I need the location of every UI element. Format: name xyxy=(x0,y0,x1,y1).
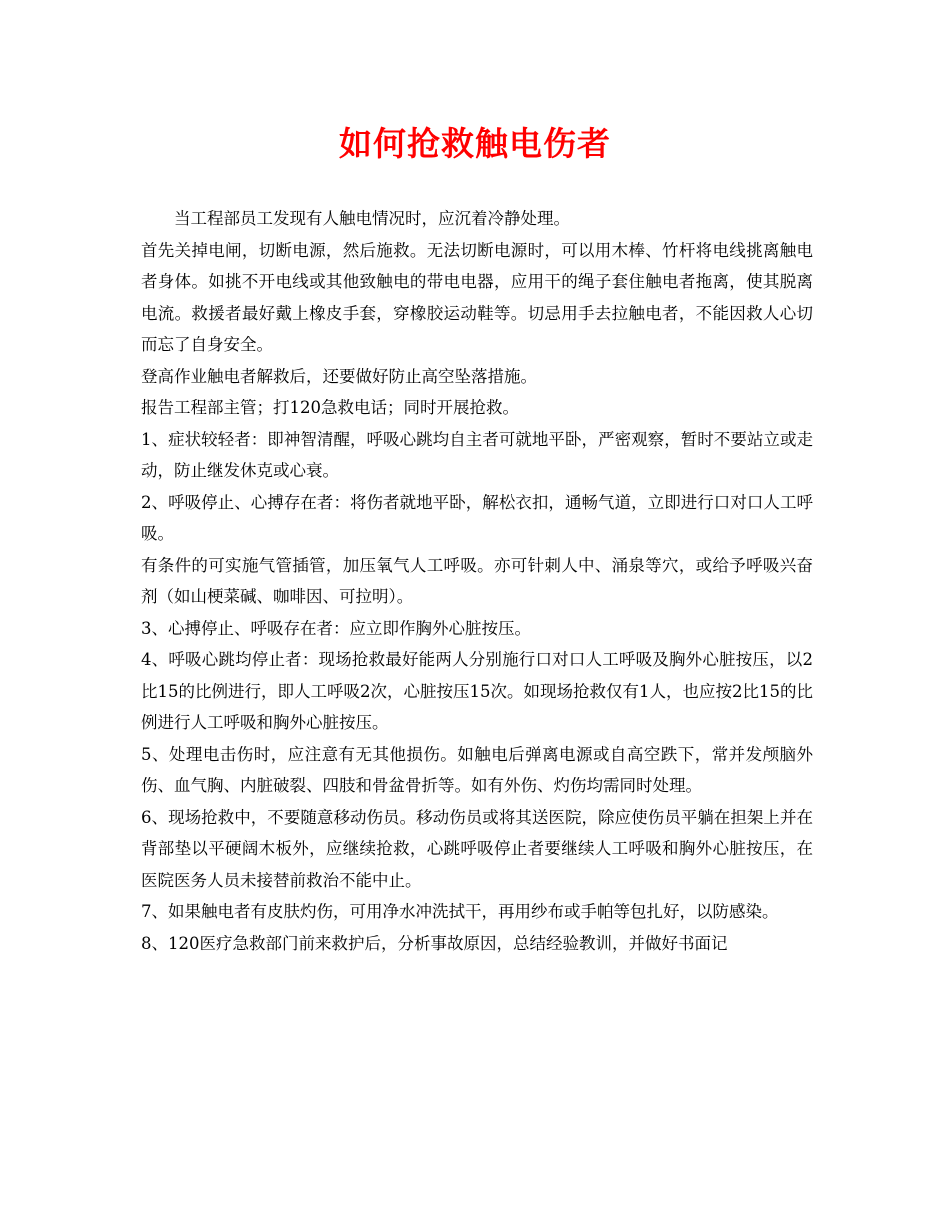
list-item: 3、心搏停止、呼吸存在者：应立即作胸外心脏按压。 xyxy=(141,618,531,638)
list-item: 7、如果触电者有皮肤灼伤，可用净水冲洗拭干，再用纱布或手帕等包扎好，以防感染。 xyxy=(141,902,779,921)
list-item: 6、现场抢救中，不要随意移动伤员。移动伤员或将其送医院，除应使伤员平躺在担架上并在背部垫以平硬阔木板外，应继续抢救，心跳呼吸停止者要继续人工呼吸和胸外心脏按压，在医院医务人员未接替前救治不能中止。 xyxy=(141,807,813,890)
paragraph: 报告工程部主管；打120急救电话；同时开展抢救。 xyxy=(141,398,519,417)
list-item: 2、呼吸停止、心搏存在者：将伤者就地平卧，解松衣扣，通畅气道，立即进行口对口人工呼吸。 xyxy=(141,492,813,543)
list-item: 8、120医疗急救部门前来救护后，分析事故原因，总结经验教训，并做好书面记 xyxy=(141,933,728,953)
list-item: 5、处理电击伤时，应注意有无其他损伤。如触电后弹离电源或自高空跌下，常并发颅脑外伤、血气胸、内脏破裂、四肢和骨盆骨折等。如有外伤、灼伤均需同时处理。 xyxy=(141,744,813,795)
paragraph: 首先关掉电闸，切断电源，然后施救。无法切断电源时，可以用木棒、竹杆将电线挑离触电者身体。如挑不开电线或其他致触电的带电电器，应用干的绳子套住触电者拖离，使其脱离电流。救援者最好戴上橡皮手套，穿橡胶运动鞋等。切忌用手去拉触电者，不能因救人心切而忘了自身安全。 xyxy=(141,240,813,354)
document-title: 如何抢救触电伤者 xyxy=(339,124,611,163)
paragraph: 有条件的可实施气管插管，加压氧气人工呼吸。亦可针刺人中、涌泉等穴，或给予呼吸兴奋剂（如山梗菜碱、咖啡因、可拉明）。 xyxy=(141,555,813,606)
document-body xyxy=(141,203,813,959)
paragraph: 当工程部员工发现有人触电情况时，应沉着冷静处理。 xyxy=(174,209,570,228)
list-item: 1、症状较轻者：即神智清醒，呼吸心跳均自主者可就地平卧，严密观察，暂时不要站立或走动，防止继发休克或心衰。 xyxy=(141,429,813,480)
paragraph: 登高作业触电者解救后，还要做好防止高空坠落措施。 xyxy=(141,366,537,386)
list-item: 4、呼吸心跳均停止者：现场抢救最好能两人分别施行口对口人工呼吸及胸外心脏按压，以2比15的比例进行，即人工呼吸2次，心脏按压15次。如现场抢救仅有1人，也应按2比15的比例进行人工呼吸和胸外心脏按压。 xyxy=(141,650,813,732)
